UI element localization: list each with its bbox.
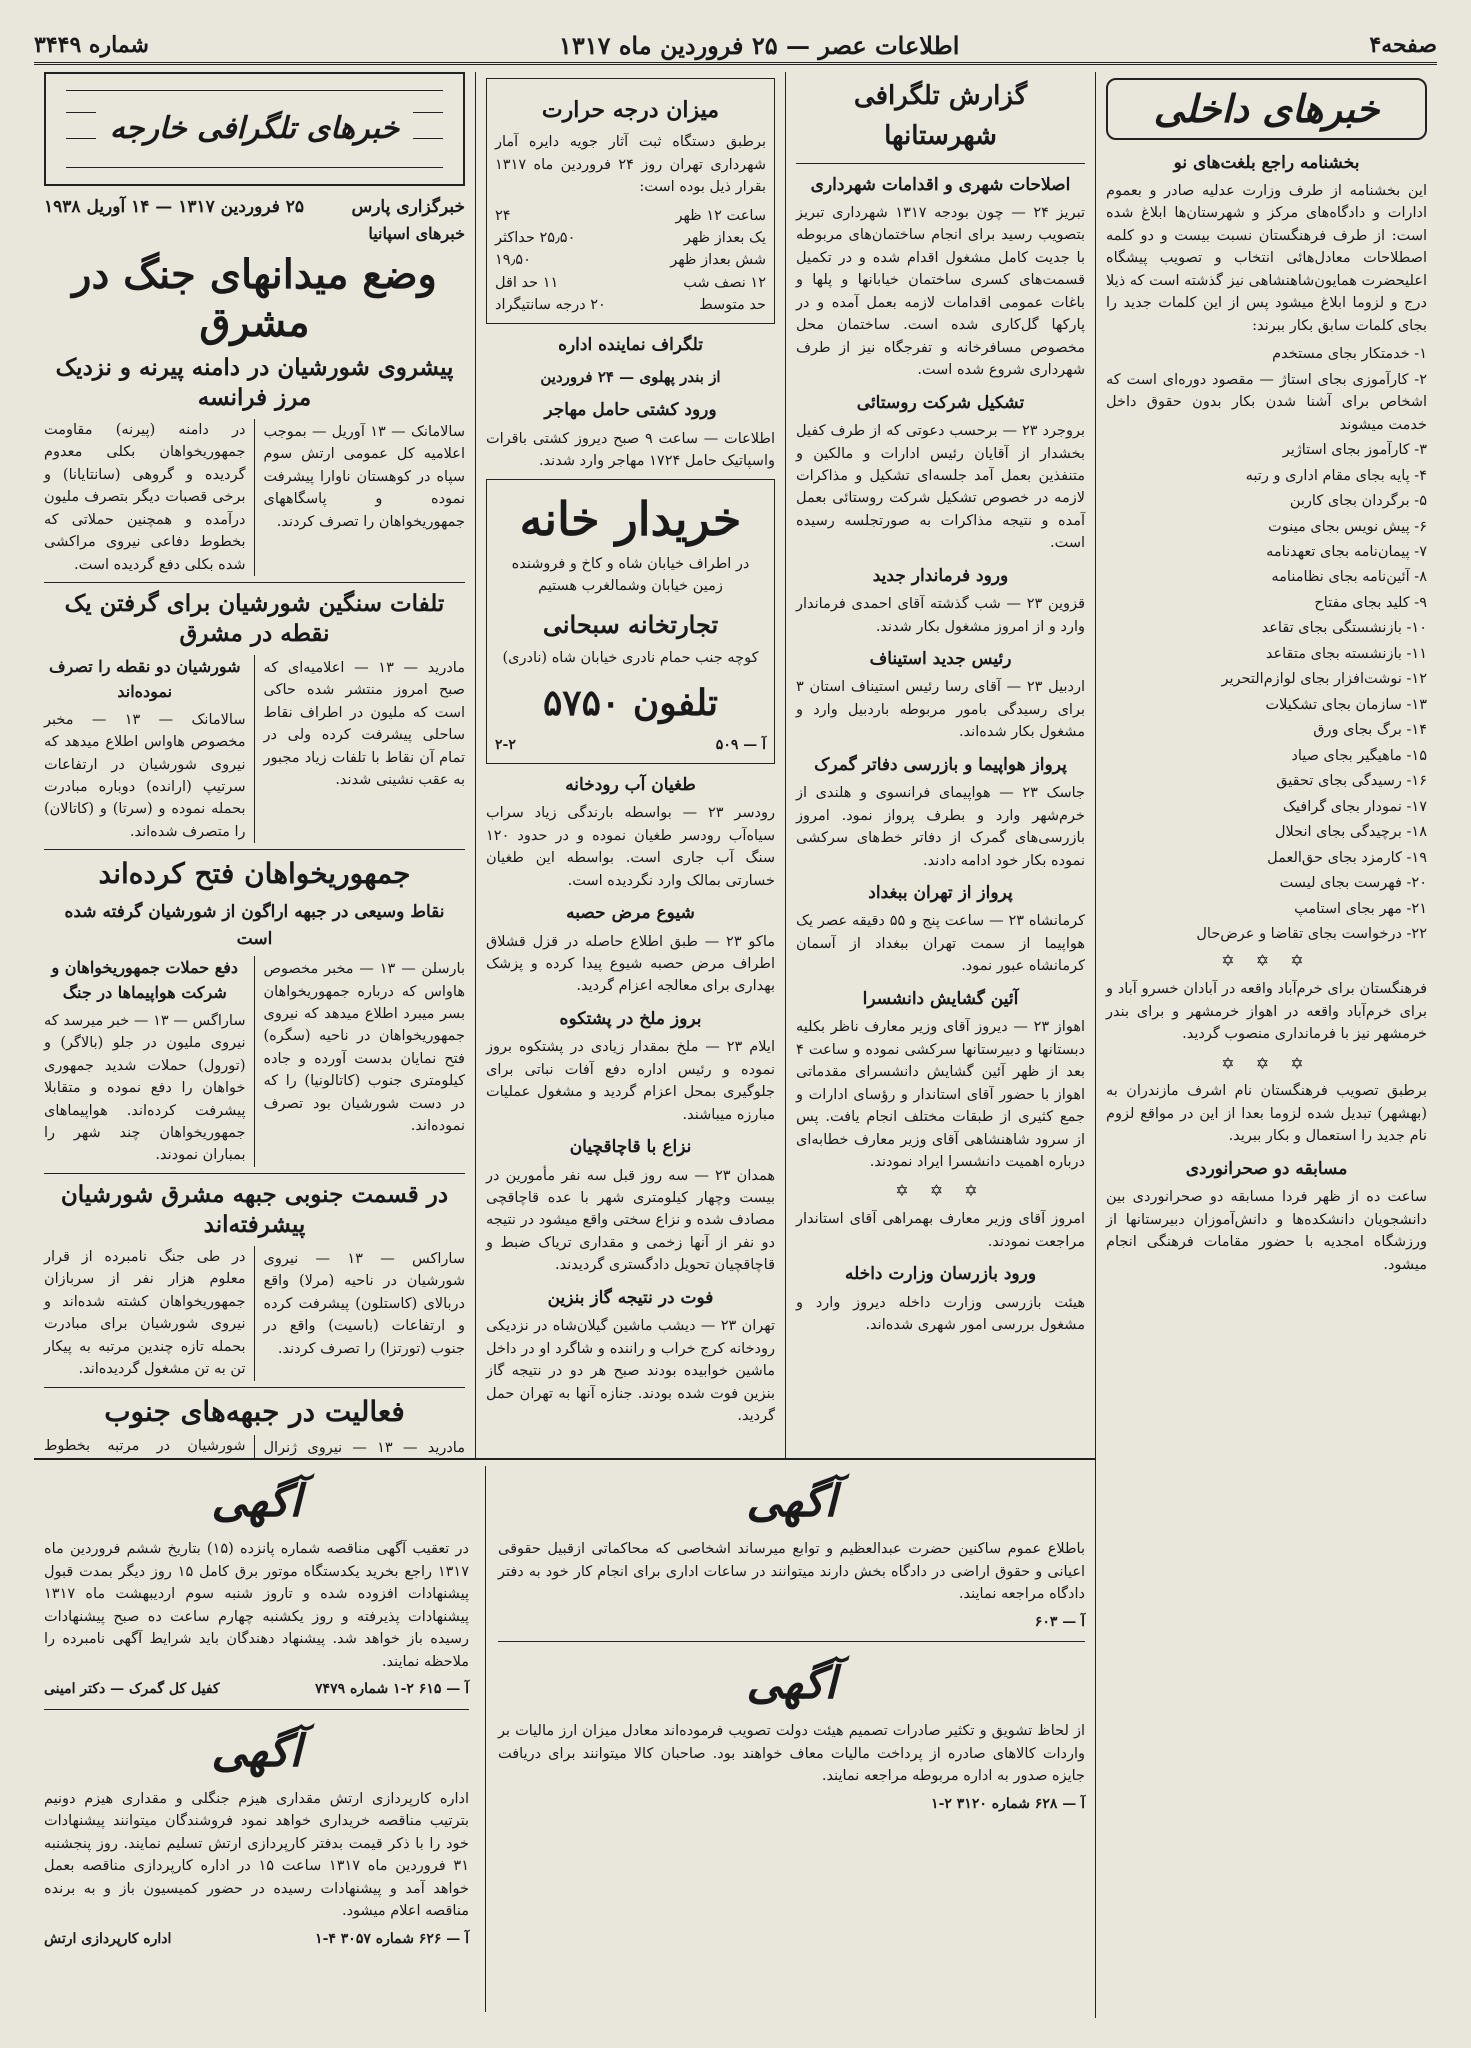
headline: جمهوریخواهان فتح کرده‌اند bbox=[98, 857, 411, 891]
news-heading: پرواز هواپیما و بازرسی دفاتر گمرک bbox=[814, 754, 1067, 775]
news-heading: شیوع مرض حصبه bbox=[566, 903, 695, 924]
foreign-news-banner bbox=[44, 72, 465, 186]
headline: در قسمت جنوبی جبهه مشرق شورشیان پیشرفته‌اند bbox=[60, 1180, 449, 1238]
list-item: ۱۵- ماهیگیر بجای صیاد bbox=[1291, 747, 1427, 764]
list-item: ۱- خدمتکار بجای مستخدم bbox=[1272, 346, 1427, 363]
list-item: ۱۴- برگ بجای ورق bbox=[1313, 722, 1427, 739]
ad-body: در اطراف خیابان شاه و کاخ و فروشنده زمین خیابان وشمالغرب هستیم bbox=[511, 555, 750, 595]
article-body: ساعت ده از ظهر فردا مسابقه دو صحرانوردی بین دانشجویان دانشکده‌ها و دانش‌آموزان دبیرستانها از ورزشگاه امجدیه با حضور مقامات فرهنگی انجام میشود. bbox=[1106, 1189, 1427, 1273]
star-divider: ✡ ✡ ✡ bbox=[1221, 951, 1312, 971]
news-body: ساراگس — ۱۳ — خبر میرسد که نیروی ملیون در جلو (بالاگر) و (تورول) حملات شدید جمهوری خواهان را دفع نموده و متقابلا پیشرفت کرده‌اند. هواپیماهای جمهوریخواهان چند شهر را بمباران نمودند. bbox=[44, 1012, 246, 1164]
list-item: ۱۷- نمودار بجای گرافیک bbox=[1282, 798, 1427, 815]
divider bbox=[44, 1387, 465, 1388]
two-col-text bbox=[44, 1246, 465, 1381]
news-body: ماکو ۲۳ — طبق اطلاع حاصله در قزل قشلاق اطراف مرض حصبه شیوع پیدا کرده و پزشک بهداری برای معالجه اعزام گردید. bbox=[486, 933, 775, 995]
news-heading: تلگراف نماینده اداره bbox=[558, 334, 703, 355]
list-item: ۵- برگردان بجای کاربن bbox=[1289, 493, 1427, 510]
list-item: ۱۸- برچیدگی بجای انحلال bbox=[1274, 824, 1427, 841]
list-item: ۱۰- بازنشستگی بجای تقاعد bbox=[1261, 620, 1427, 637]
news-body: سالامانک — ۱۳ آوریل — بموجب اعلامیه کل عمومی ارتش سوم سپاه در کوهستان ناوارا پیشرفت نموده و پاسگاههای جمهوریخواهان را تصرف کردند. bbox=[263, 423, 465, 530]
news-body: شورشیان در مرتبه بخطوط bbox=[44, 1437, 246, 1454]
headline: تلفات سنگین شورشیان برای گرفتن یک نقطه در مشرق bbox=[64, 590, 445, 648]
divider bbox=[44, 1173, 465, 1174]
news-body: اردبیل ۲۳ — آقای رسا رئیس استیناف استان ۳ برای رسیدگی بامور مربوطه باردبیل وارد و مشغول بکار شده‌اند. bbox=[796, 679, 1085, 741]
news-body: اهواز ۲۳ — دیروز آقای وزیر معارف ناظر بکلیه دبستانها و دبیرستانها سرکشی نموده و ساعت ۴ بعد از ظهر آئین گشایش دانشسرای مقدماتی اهواز با حضور آقای استاندار و رؤسای ادارات و جمع کثیری از طبقات مختلف انجام یافت. پس از سرود شاهنشاهی آقای وزیر معارف خطابه‌ای درباره اهمیت دانشسرا ایراد نمودند. bbox=[796, 1019, 1085, 1170]
list-item: ۱۹- کارمزد بجای حق‌العمل bbox=[1267, 849, 1427, 866]
temperature-title: میزان درجه حرارت bbox=[541, 97, 720, 123]
agency-name: خبرگزاری پارس bbox=[351, 197, 465, 217]
news-body: قزوین ۲۳ — شب گذشته آقای احمدی فرماندار وارد و از امروز مشغول بکار شدند. bbox=[796, 596, 1085, 635]
list-item: ۲۱- مهر بجای استامپ bbox=[1294, 900, 1427, 917]
temperature-row: شش بعداز ظهر ۱۹٫۵۰ bbox=[495, 252, 766, 269]
temperature-row: حد متوسط ۲۰ درجه سانتیگراد bbox=[495, 297, 766, 314]
divider bbox=[498, 1641, 1085, 1642]
banner-title: خبرهای تلگرافی خارجه bbox=[96, 106, 413, 153]
newspaper-title-date: اطلاعات عصر — ۲۵ فروردین ماه ۱۳۱۷ bbox=[558, 30, 960, 60]
news-body: امروز آقای وزیر معارف بهمراهی آقای استاندار مراجعت نمودند. bbox=[796, 1211, 1085, 1250]
two-col-text bbox=[44, 956, 465, 1167]
provinces-column bbox=[785, 72, 1095, 1458]
ad-title: آگهی bbox=[211, 1725, 302, 1777]
article-heading: بخشنامه راجع بلغت‌های نو bbox=[1173, 152, 1360, 173]
divider bbox=[44, 582, 465, 583]
temperature-row: ۱۲ نصف شب ۱۱ حد اقل bbox=[495, 274, 766, 291]
two-col-text bbox=[44, 655, 465, 843]
two-col-text bbox=[44, 1435, 465, 1458]
report-title: گزارش تلگرافی شهرستانها bbox=[796, 76, 1085, 164]
divider bbox=[44, 1709, 469, 1710]
ad-body: از لحاظ تشویق و تکثیر صادرات تصمیم هیئت دولت تصویب فرموده‌اند معادل میزان ارز مالیات بر واردات کالاهای صادره از پرداخت مالیات معاف خواهند بود. صاحبان کالا میتوانند برای دریافت جایزه صدور به اداره مربوطه مراجعه نمایند. bbox=[498, 1723, 1085, 1785]
temperature-intro: برطبق دستگاه ثبت آثار جویه دایره آمار شهرداری تهران روز ۲۴ فروردین ماه ۱۳۱۷ بقرار ذیل بوده است: bbox=[495, 134, 766, 196]
news-body: مادرید — ۱۳ — اعلامیه‌ای که صبح امروز منتشر شده حاکی است که ملیون در اطراف نقاط ساحلی پیشرفت کرده ولی در تمام آن نقاط با تلفات زیاد مجبور به عقب نشینی شدند. bbox=[263, 659, 465, 789]
news-heading: طغیان آب رودخانه bbox=[565, 774, 696, 795]
news-body: ساراکس — ۱۳ — نیروی شورشیان در ناحیه (مرلا) واقع دربالای (کاستلون) پیشرفت کرده و ارتفاعات (باسیت) واقع در جنوب (تورتزا) را تصرف کردند. bbox=[263, 1250, 465, 1357]
headline: فعالیت در جبهه‌های جنوب bbox=[104, 1394, 405, 1428]
ad-footer: آ — ۶۲۶ شماره ۳۰۵۷ ۴-۱ اداره کارپردازی ارتش bbox=[44, 1930, 469, 1947]
ads-left bbox=[44, 1466, 469, 2012]
news-body: بارسلن — ۱۳ — مخبر مخصوص هاواس که درباره جمهوریخواهان بسر میبرد اطلاع میدهد که نیروی جمهوریخواهان در ناحیه (سگره) فتح نمایان بدست آورده و جاده کیلومتری جنوب (کاتالونیا) را که در دست شورشیان بود تصرف نموده‌اند. bbox=[263, 961, 465, 1135]
list-item: ۱۱- بازنشسته بجای متقاعد bbox=[1265, 645, 1427, 662]
ad-footer: آ — ۶۲۸ شماره ۳۱۲۰ ۲-۱ bbox=[931, 1795, 1085, 1812]
list-item: ۹- کلید بجای مفتاح bbox=[1314, 594, 1427, 611]
news-body: هیئت بازرسی وزارت داخله دیروز وارد و مشغول بررسی امور شهری شده‌اند. bbox=[796, 1294, 1085, 1334]
news-heading: بروز ملخ در پشتکوه bbox=[559, 1008, 702, 1029]
news-body: تهران ۲۳ — دیشب ماشین گیلان‌شاه در نزدیکی رودخانه کرج خراب و راننده و شاگرد او در داخل ماشین خوابیده بودند صبح هر دو در نتیجه گاز بنزین فوت شده بودند. جنازه آنها به تهران حمل گردید. bbox=[486, 1318, 775, 1425]
subheadline: پیشروی شورشیان در دامنه پیرنه و نزدیک مرز فرانسه bbox=[55, 354, 454, 412]
news-heading: نزاع با قاچاقچیان bbox=[569, 1137, 692, 1158]
news-body: در طی جنگ نامبرده از قرار معلوم هزار نفر از سربازان جمهوریخواهان کشته شده‌اند و نیروی شورشیان برای مبادرت بحمله تازه چندین مرتبه به پیکار تن به تن مشغول گردیده‌اند. bbox=[44, 1248, 246, 1378]
list-item: ۶- پیش نویس بجای مینوت bbox=[1268, 518, 1427, 535]
news-body: رودسر ۲۳ — بواسطه بارندگی زیاد سراب سیاه‌آب رودسر طغیان نموده و در حدود ۱۲۰ سنگ آب جاری است. بواسطه این طغیان خسارتی بمالک وارد نگردیده است. bbox=[486, 805, 775, 889]
news-heading: ورود فرماندار جدید bbox=[872, 565, 1009, 586]
agency-date: ۲۵ فروردین ۱۳۱۷ — ۱۴ آوریل ۱۹۳۸ bbox=[44, 197, 305, 217]
ads-center bbox=[485, 1466, 1085, 2012]
page-number: صفحه۴ bbox=[1369, 32, 1437, 58]
temperature-box bbox=[486, 78, 775, 324]
news-body: تبریز ۲۴ — چون بودجه ۱۳۱۷ شهرداری تبریز بتصویب رسید برای انجام ساختمان‌های مربوطه با جدیت کامل مشغول اقدام شده و در تکمیل قسمت‌های کسری ساختمان خیابانها و پلها و باغات عمومی اقدامات لازمه بعمل آمده و در پارکها گل‌کاری شده است. ساختمان محل مخصوص مسافرخانه و تفرجگاه نیز از طرف شهرداری شروع شده است. bbox=[796, 204, 1086, 379]
ad-company: تجارتخانه سبحانی bbox=[542, 609, 719, 639]
temperature-row: ساعت ۱۲ ظهر ۲۴ bbox=[495, 207, 766, 224]
ads-row bbox=[44, 1466, 1085, 2012]
ad-body: باطلاع عموم ساکنین حضرت عبدالعظیم و توابع میرساند اشخاصی که محاکماتی ازقبیل حقوقی اعیانی و حقوق اراضی در دادگاه بخش دارند میتوانند در ساعات اداری برای انجام کار خود به دفتر دادگاه مراجعه نمایند. bbox=[498, 1541, 1085, 1603]
news-heading: آئین گشایش دانشسرا bbox=[862, 988, 1019, 1009]
agency-line bbox=[44, 194, 465, 220]
news-body: جاسک ۲۳ — هواپیمای فرانسوی و هلندی از خرم‌شهر وارد و بطرف پرواز نمود. امروز بازرسی‌های گمرک از دفاتر خط‌های سرکشی نموده بکار خود ادامه دادند. bbox=[796, 785, 1085, 869]
news-body: مادرید — ۱۳ — نیروی ژنرال bbox=[263, 1439, 465, 1456]
spain-label: خبرهای اسپانیا bbox=[368, 224, 465, 244]
ad-body: در تعقیب آگهی مناقصه شماره پانزده (۱۵) بتاریخ ششم فروردین ماه ۱۳۱۷ راجع بخرید یکدستگاه موتور برق کامل ۱۵ روز دیگر بمدت قبول پیشنهادات افزوده شده و تاروز شنبه سوم اردیبهشت ماه ۱۳۱۷ پیشنهادات پذیرفته و روز یکشنبه چهارم ساعت ده صبح پیشنهادات رسیده باز خواهد شد. پیشنهاد دهندگان باید شرایط آگهی نامبرده را ملاحظه نمایند. bbox=[44, 1541, 469, 1670]
list-item: ۲۲- درخواست بجای تقاضا و عرض‌حال bbox=[1196, 926, 1427, 942]
foreign-column bbox=[34, 72, 475, 1458]
news-heading: ورود کشتی حامل مهاجر bbox=[544, 400, 717, 421]
star-divider: ✡ ✡ ✡ bbox=[1221, 1053, 1312, 1073]
news-heading: اصلاحات شهری و اقدامات شهرداری bbox=[810, 174, 1071, 195]
headline: وضع میدانهای جنگ در مشرق bbox=[72, 251, 437, 347]
list-item: ۸- آئین‌نامه بجای نظامنامه bbox=[1271, 569, 1427, 586]
article-body: این بخشنامه از طرف وزارت عدلیه صادر و بعموم ادارات و دادگاه‌های مرکز و شهرستان‌ها ابلاغ شده است: از طرف فرهنگستان نسبت بیست و دو کلمه اصطلاحات معادل‌هائی انتخاب و تصویب پیشگاه اعلیحضرت همایون‌شاهنشاهی نیز گذشته است که ذیلا درج و لزوما ابلاغ میشود پس از این کلمات جدید را بجای کلمات سابق بکار ببرند: bbox=[1106, 182, 1427, 334]
temperature-row: یک بعداز ظهر ۲۵٫۵۰ حداکثر bbox=[495, 229, 766, 246]
list-item: ۱۶- رسیدگی بجای تحقیق bbox=[1276, 773, 1427, 790]
issue-number: شماره ۳۴۴۹ bbox=[34, 32, 149, 58]
news-heading: پرواز از تهران ببغداد bbox=[868, 883, 1013, 904]
ad-title: خریدار خانه bbox=[519, 491, 742, 546]
center-column bbox=[475, 72, 785, 1458]
ad-address: کوچه جنب حمام نادری خیابان شاه (نادری) bbox=[502, 650, 759, 667]
news-body: همدان ۲۳ — سه روز قبل سه نفر مأمورین در بیست وچهار کیلومتری شهر با عده قاچاقچی مصادف شده و نزاع سختی واقع میشود در نتیجه دو نفر از آنها زخمی و مقداری تریاک ضبط و قاچاقچیان تحویل دادگستری گردیدند. bbox=[486, 1167, 775, 1274]
news-body: در دامنه (پیرنه) مقاومت جمهوریخواهان بکلی معدوم گردیده و گروهی (سانتایانا) و برخی قصبات دیگر بتصرف ملیون درآمده و همچنین حملاتی که بخطوط دفاعی نیروی مراکشی شده بکلی دفع گردیده است. bbox=[44, 421, 246, 573]
star-divider: ✡ ✡ ✡ bbox=[895, 1181, 986, 1201]
masthead bbox=[34, 28, 1437, 65]
ad-title: آگهی bbox=[746, 1476, 837, 1527]
news-body: کرمانشاه ۲۳ — ساعت پنج و ۵۵ دقیقه عصر یک هواپیما از سمت تهران ببغداد از آسمان کرمانشاه عبور نمود. bbox=[796, 913, 1085, 975]
news-heading: رئیس جدید استیناف bbox=[869, 649, 1012, 670]
ad-body: اداره کارپردازی ارتش مقداری هیزم جنگلی و مقداری هیزم دونیم بترتیب مناقصه خریداری خواهد نمود فروشندگان میتوانند پیشنهادات خود را با ذکر قیمت بدفتر کارپردازی ارتش تسلیم نمایند. روز پنجشنبه ۳۱ فروردین ماه ۱۳۱۷ ساعت ۱۵ در اداره کارپردازی مناقصه بعمل خواهد آمد و پیشنهادات رسیده در حضور کمیسیون باز و به برنده مناقصه اعلام میشود. bbox=[44, 1790, 469, 1920]
list-item: ۱۲- نوشت‌افزار بجای لوازم‌التحریر bbox=[1221, 671, 1427, 688]
news-heading: ورود بازرسان وزارت داخله bbox=[844, 1264, 1037, 1285]
ad-title: آگهی bbox=[211, 1476, 302, 1527]
ads-area bbox=[34, 1458, 1095, 2018]
article-body: برطبق تصویب فرهنگستان نام اشرف مازندران به (بهشهر) تبدیل شده لزوما بعدا از این در مواقع لزوم نام جدید را استعمال و بکار ببرید. bbox=[1106, 1083, 1427, 1145]
news-body: اطلاعات — ساعت ۹ صبح دیروز کشتی باقرات واسپاتیک حامل ۱۷۲۴ مهاجر وارد شدند. bbox=[486, 430, 775, 470]
news-subheading: دفع حملات جمهوریخواهان و شرکت هواپیماها در جنگ bbox=[51, 958, 239, 1002]
list-item: ۲۰- فهرست بجای لیست bbox=[1279, 875, 1427, 892]
subheadline: نقاط وسیعی در جبهه اراگون از شورشیان گرفته شده است bbox=[64, 902, 445, 949]
list-item: ۲- کارآموزی بجای استاژ — مقصود دوره‌ای است که اشخاص برای آشنا شدن بکار بدون حقوق داخل خدمت میشوند bbox=[1106, 371, 1427, 433]
news-body: بروجرد ۲۳ — برحسب دعوتی که از طرف کفیل بخشدار از آقایان رئیس ادارات و مالکین و متنفذین بعمل آمد جلسه‌ای تشکیل و مذاکرات لازمه در خصوص تشکیل شرکت روستائی بعمل آمده و نتیجه مذاکرات به صورتجلسه رسیده است. bbox=[796, 423, 1085, 552]
news-heading: تشکیل شرکت روستائی bbox=[856, 392, 1025, 413]
domestic-column bbox=[1095, 72, 1437, 2018]
new-words-list bbox=[1106, 343, 1427, 945]
list-item: ۱۳- سازمان بجای تشکیلات bbox=[1265, 696, 1427, 713]
ad-title: آگهی bbox=[746, 1658, 837, 1710]
news-subheading: شورشیان دو نقطه را تصرف نموده‌اند bbox=[48, 656, 241, 701]
list-item: ۴- پایه بجای مقام اداری و رتبه bbox=[1245, 467, 1427, 484]
two-col-text bbox=[44, 419, 465, 576]
section-title-domestic: خبرهای داخلی bbox=[1106, 78, 1427, 140]
list-item: ۷- پیمان‌نامه بجای تعهدنامه bbox=[1266, 543, 1427, 560]
ad-phone: تلفون ۵۷۵۰ bbox=[542, 681, 719, 724]
list-item: ۳- کارآموز بجای استاژیر bbox=[1282, 442, 1427, 459]
ad-footer: آ — ۶۰۳ bbox=[1034, 1613, 1085, 1630]
news-subheading: از بندر پهلوی — ۲۴ فروردین bbox=[540, 368, 721, 387]
news-heading: فوت در نتیجه گاز بنزین bbox=[547, 1287, 714, 1308]
ad-code-row: آ — ۵۰۹ ۲-۲ bbox=[495, 737, 766, 754]
divider bbox=[44, 849, 465, 850]
news-body: سالامانک — ۱۳ — مخبر مخصوص هاواس اطلاع میدهد که نیروی شورشیان در ارتفاعات سرتیپ (ارانده) دوباره مبادرت بحمله نموده و (سرتا) و (کاتالان) را متصرف شده‌اند. bbox=[44, 711, 246, 840]
article-heading: مسابقه دو صحرانوردی bbox=[1185, 1158, 1348, 1179]
article-body: فرهنگستان برای خرم‌آباد واقعه در آبادان خسرو آباد و برای خرم‌آباد واقعه در اهواز خرمشهر و برای بندر خرمشهر نیز با فرمانداری منصوب گردید. bbox=[1106, 981, 1427, 1043]
house-buyer-ad bbox=[486, 479, 775, 764]
news-body: ایلام ۲۳ — ملخ بمقدار زیادی در پشتکوه بروز نموده و رئیس اداره دفع آفات نباتی برای جلوگیری بمحل اعزام گردید و مشغول عملیات مبارزه میباشند. bbox=[486, 1039, 775, 1123]
ad-footer: آ — ۶۱۵ ۲-۱ شماره ۷۴۷۹ کفیل کل گمرک — دکتر امینی bbox=[44, 1681, 469, 1697]
